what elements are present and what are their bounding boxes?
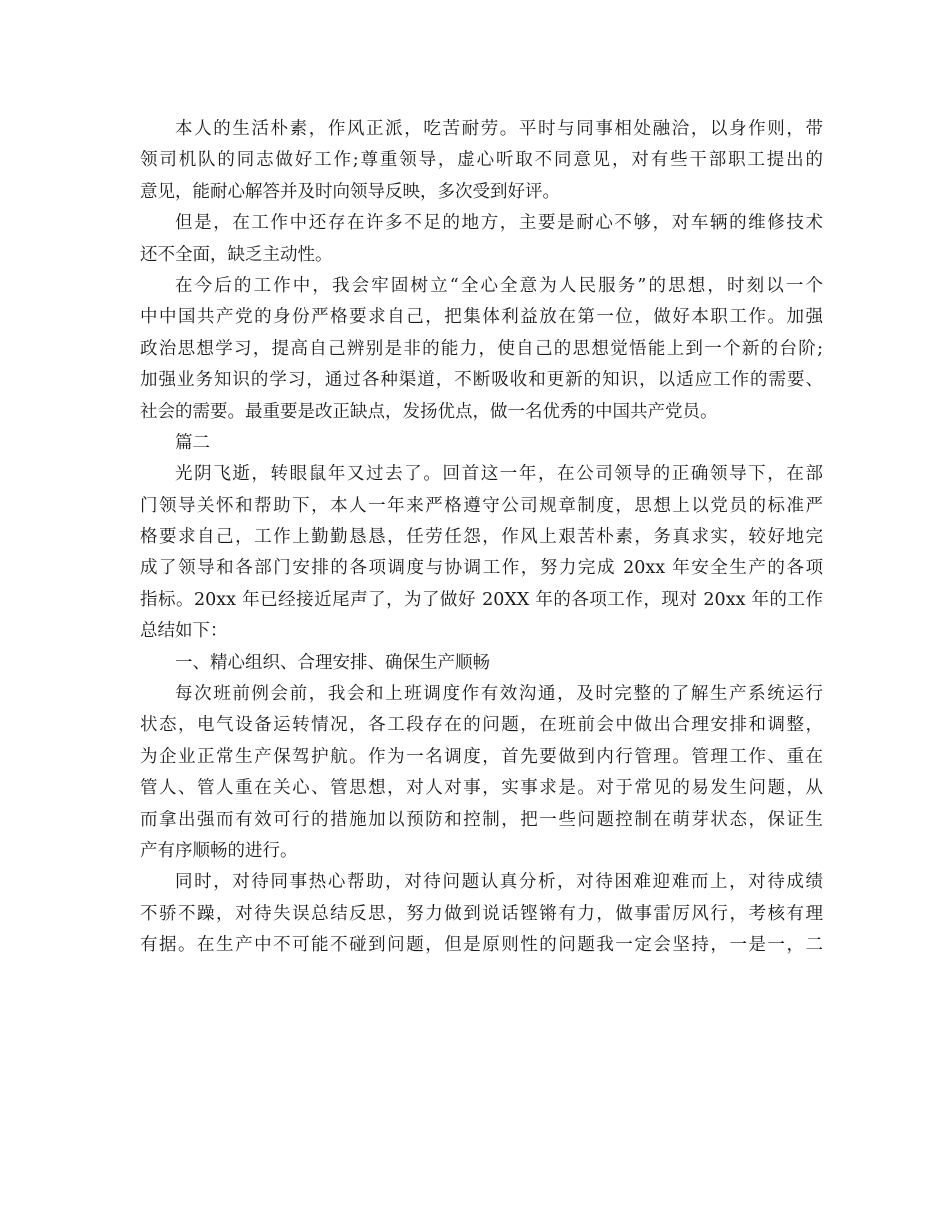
text-line: 管人、管人重在关心、管思想，对人对事，实事求是。对于常见的易发生问题，从	[140, 778, 823, 799]
text-line: 不骄不躁，对待失误总结反思，努力做到说话铿锵有力，做事雷厉风行，考核有理	[140, 903, 823, 924]
text-line: 领司机队的同志做好工作;尊重领导，虚心听取不同意见，对有些干部职工提出的	[140, 150, 823, 171]
text-line: 中中国共产党的身份严格要求自己，把集体利益放在第一位，做好本职工作。加强	[140, 307, 823, 328]
text-line: 同时，对待同事热心帮助，对待问题认真分析，对待困难迎难而上，对待成绩	[175, 872, 823, 893]
text-line: 门领导关怀和帮助下，本人一年来严格遵守公司规章制度，思想上以党员的标准严	[140, 495, 823, 516]
text-line: 在今后的工作中，我会牢固树立“全心全意为人民服务”的思想，时刻以一个	[175, 275, 823, 296]
text-line: 每次班前例会前，我会和上班调度作有效沟通，及时完整的了解生产系统运行	[175, 684, 823, 705]
text-line: 为企业正常生产保驾护航。作为一名调度，首先要做到内行管理。管理工作、重在	[140, 746, 823, 767]
text-line: 指标。20xx 年已经接近尾声了，为了做好 20XX 年的各项工作，现对 20xx 年的工作	[140, 589, 823, 610]
text-line: 光阴飞逝，转眼鼠年又过去了。回首这一年，在公司领导的正确领导下，在部	[175, 464, 823, 485]
text-line: 政治思想学习，提高自己辨别是非的能力，使自己的思想觉悟能上到一个新的台阶;	[140, 338, 823, 359]
text-line: 产有序顺畅的进行。	[140, 840, 298, 861]
text-line: 加强业务知识的学习，通过各种渠道，不断吸收和更新的知识，以适应工作的需要、	[140, 370, 823, 391]
text-line: 状态，电气设备运转情况，各工段存在的问题，在班前会中做出合理安排和调整，	[140, 715, 823, 736]
text-line: 篇二	[175, 432, 210, 453]
text-line: 成了领导和各部门安排的各项调度与协调工作，努力完成 20xx 年安全生产的各项	[140, 558, 823, 579]
text-line: 意见，能耐心解答并及时向领导反映，多次受到好评。	[140, 181, 560, 202]
text-line: 而拿出强而有效可行的措施加以预防和控制，把一些问题控制在萌芽状态，保证生	[140, 809, 823, 830]
text-line: 总结如下：	[140, 621, 228, 642]
text-line: 一、精心组织、合理安排、确保生产顺畅	[175, 652, 490, 673]
document-body	[140, 114, 840, 962]
text-line: 社会的需要。最重要是改正缺点，发扬优点，做一名优秀的中国共产党员。	[140, 401, 718, 422]
text-line: 格要求自己，工作上勤勤恳恳，任劳任怨，作风上艰苦朴素，务真求实，较好地完	[140, 527, 823, 548]
text-line: 但是，在工作中还存在许多不足的地方，主要是耐心不够，对车辆的维修技术	[175, 213, 823, 234]
text-line: 还不全面，缺乏主动性。	[140, 244, 333, 265]
text-line: 本人的生活朴素，作风正派，吃苦耐劳。平时与同事相处融洽，以身作则，带	[175, 119, 823, 139]
text-line: 有据。在生产中不可能不碰到问题，但是原则性的问题我一定会坚持，一是一，二	[140, 935, 823, 956]
